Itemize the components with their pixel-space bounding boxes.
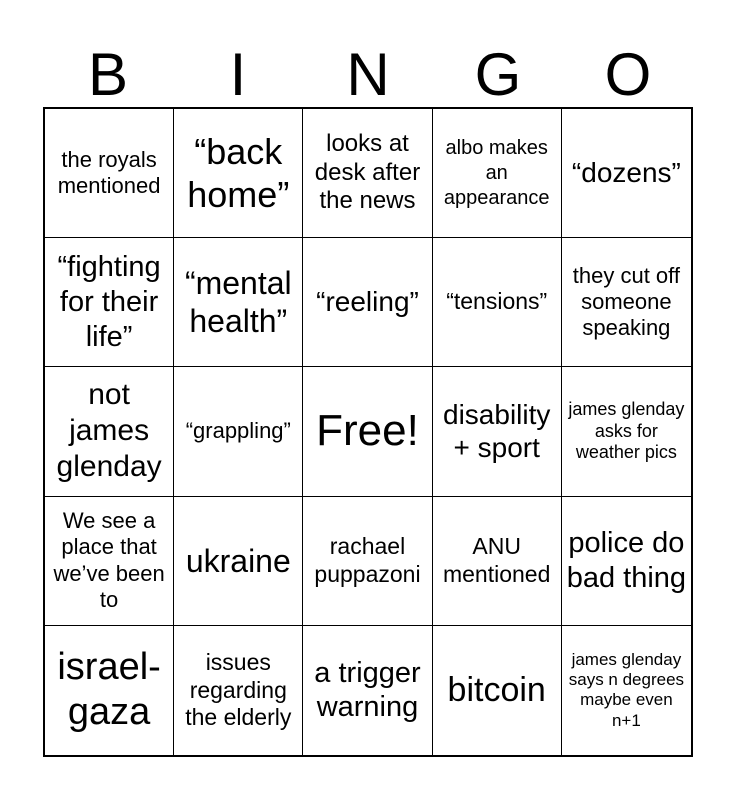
bingo-cell-r3c2[interactable]	[174, 367, 303, 496]
bingo-cell-text: ukraine	[185, 542, 291, 579]
bingo-cell-r2c5[interactable]	[562, 238, 691, 367]
bingo-cell-r5c4[interactable]	[433, 626, 562, 755]
bingo-cell-r1c1[interactable]	[45, 109, 174, 238]
bingo-cell-r4c3[interactable]	[303, 497, 432, 626]
bingo-cell-text: Free!	[316, 406, 419, 456]
bingo-cell-r4c5[interactable]	[562, 497, 691, 626]
bingo-cell-r2c2[interactable]	[174, 238, 303, 367]
bingo-cell-text: “grappling”	[185, 418, 291, 444]
bingo-cell-text: looks at desk after the news	[314, 129, 421, 215]
bingo-cell-r4c4[interactable]	[433, 497, 562, 626]
bingo-cell-text: james glenday says n degrees maybe even n+1	[568, 649, 685, 730]
bingo-cell-text: police do bad thing	[566, 526, 687, 594]
bingo-cell-r1c5[interactable]	[562, 109, 691, 238]
bingo-cell-text: israel-gaza	[57, 645, 161, 734]
bingo-cell-text: We see a place that we’ve been to	[53, 507, 165, 613]
bingo-cell-text: albo makes an appearance	[443, 136, 550, 209]
bingo-cell-r3c1[interactable]	[45, 367, 174, 496]
bingo-cell-r5c1[interactable]	[45, 626, 174, 755]
bingo-card-grid	[43, 107, 693, 757]
bingo-cell-text: they cut off someone speaking	[572, 262, 680, 341]
bingo-cell-r2c1[interactable]	[45, 238, 174, 367]
bingo-cell-text: “back home”	[187, 130, 290, 216]
bingo-cell-r4c2[interactable]	[174, 497, 303, 626]
bingo-cell-text: not james glenday	[56, 378, 162, 484]
bingo-cell-text: ANU mentioned	[442, 533, 551, 587]
bingo-cell-r1c2[interactable]	[174, 109, 303, 238]
header-letter-i: I	[229, 41, 247, 108]
header-letter-o: O	[604, 41, 652, 108]
header-letter-g: G	[474, 41, 522, 108]
bingo-cell-text: “dozens”	[571, 157, 681, 189]
bingo-cell-text: bitcoin	[447, 670, 546, 709]
bingo-cell-r3c4[interactable]	[433, 367, 562, 496]
bingo-cell-r5c2[interactable]	[174, 626, 303, 755]
header-letter-b: B	[87, 41, 129, 108]
bingo-cell-r1c3[interactable]	[303, 109, 432, 238]
bingo-cell-r1c4[interactable]	[433, 109, 562, 238]
bingo-cell-r3c5[interactable]	[562, 367, 691, 496]
bingo-cell-r5c3[interactable]	[303, 626, 432, 755]
bingo-cell-text: a trigger warning	[314, 656, 421, 724]
bingo-cell-text: “tensions”	[446, 288, 548, 315]
bingo-cell-r2c4[interactable]	[433, 238, 562, 367]
bingo-header	[43, 41, 693, 108]
bingo-cell-text: the royals mentioned	[57, 146, 161, 199]
bingo-cell-text: “fighting for their life”	[57, 251, 161, 353]
bingo-cell-text: issues regarding the elderly	[185, 649, 292, 731]
bingo-cell-text: rachael puppazoni	[314, 533, 421, 587]
bingo-cell-text: “mental health”	[184, 264, 292, 340]
bingo-cell-r2c3[interactable]	[303, 238, 432, 367]
bingo-cell-text: james glenday asks for weather pics	[568, 399, 685, 463]
header-letter-n: N	[346, 41, 390, 108]
bingo-cell-r5c5[interactable]	[562, 626, 691, 755]
bingo-cell-free[interactable]	[303, 367, 432, 496]
bingo-cell-text: disability + sport	[443, 398, 551, 464]
bingo-cell-text: “reeling”	[316, 286, 419, 318]
bingo-cell-r4c1[interactable]	[45, 497, 174, 626]
